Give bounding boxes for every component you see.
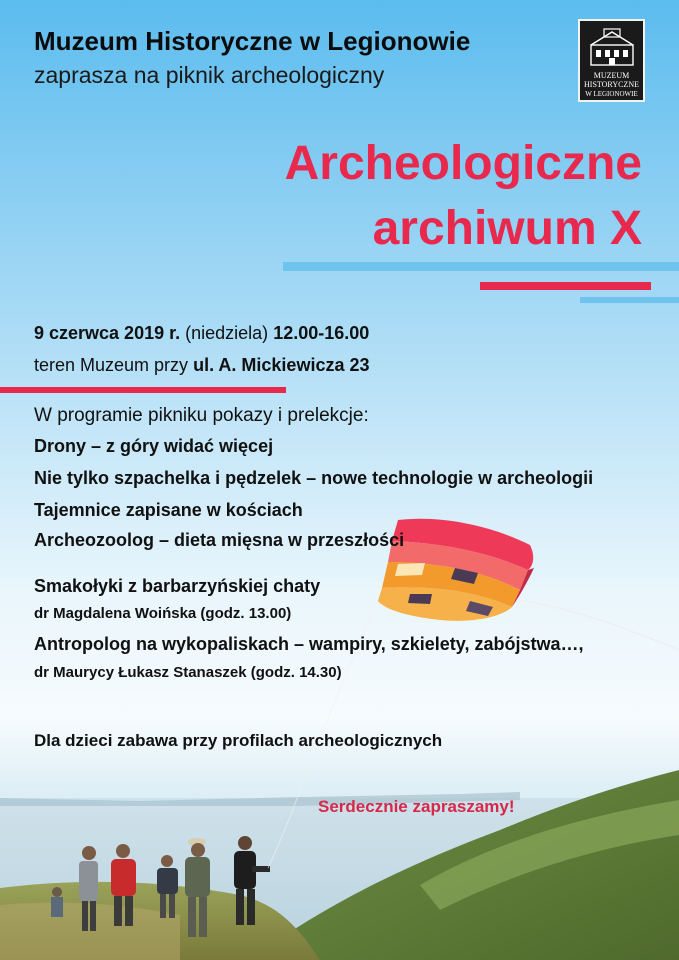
- decor-stripe-red-left: [0, 387, 286, 393]
- invitation-subtitle: zaprasza na piknik archeologiczny: [34, 62, 385, 88]
- closing-invitation: Serdecznie zapraszamy!: [318, 797, 515, 816]
- event-hours: 12.00-16.00: [273, 323, 370, 343]
- poster-title-line1: Archeologiczne: [284, 137, 642, 190]
- logo-text-line2: HISTORYCZNE: [584, 80, 639, 89]
- program-item: Archeozoolog – dieta mięsna w przeszłości: [34, 530, 405, 550]
- event-address: ul. A. Mickiewicza 23: [193, 355, 370, 375]
- kids-activity: Dla dzieci zabawa przy profilach archeologicznych: [34, 731, 443, 750]
- event-place-line: [34, 355, 369, 376]
- event-weekday: (niedziela): [185, 323, 269, 343]
- lecture-speaker: dr Maurycy Łukasz Stanaszek (godz. 14.30): [34, 664, 342, 681]
- lecture-title: Smakołyki z barbarzyńskiej chaty: [34, 576, 321, 596]
- lecture-title: Antropolog na wykopaliskach – wampiry, szkielety, zabójstwa…,: [34, 634, 584, 654]
- museum-name: Muzeum Historyczne w Legionowie: [34, 26, 471, 56]
- kite-light-cell: [395, 563, 425, 576]
- poster-title-line2: archiwum X: [372, 202, 642, 255]
- event-date-line: [34, 323, 369, 344]
- logo-text-line1: MUZEUM: [593, 71, 630, 80]
- museum-building-icon: [589, 27, 635, 67]
- program-item: Tajemnice zapisane w kościach: [34, 500, 303, 520]
- museum-logo: [578, 19, 645, 102]
- lecture-speaker: dr Magdalena Woińska (godz. 13.00): [34, 605, 292, 622]
- event-place-prefix: teren Muzeum przy: [34, 355, 189, 375]
- decor-stripe-red: [480, 282, 651, 290]
- kite-dark-cell-2: [408, 594, 432, 604]
- decor-stripe-blue-long: [283, 262, 679, 271]
- decor-stripe-blue-short: [580, 297, 679, 303]
- program-item: Drony – z góry widać więcej: [34, 436, 274, 456]
- logo-text-line3: W LEGIONOWIE: [585, 90, 638, 98]
- event-date: 9 czerwca 2019 r.: [34, 323, 181, 343]
- program-item: Nie tylko szpachelka i pędzelek – nowe technologie w archeologii: [34, 468, 594, 488]
- program-heading: W programie pikniku pokazy i prelekcje:: [34, 405, 369, 426]
